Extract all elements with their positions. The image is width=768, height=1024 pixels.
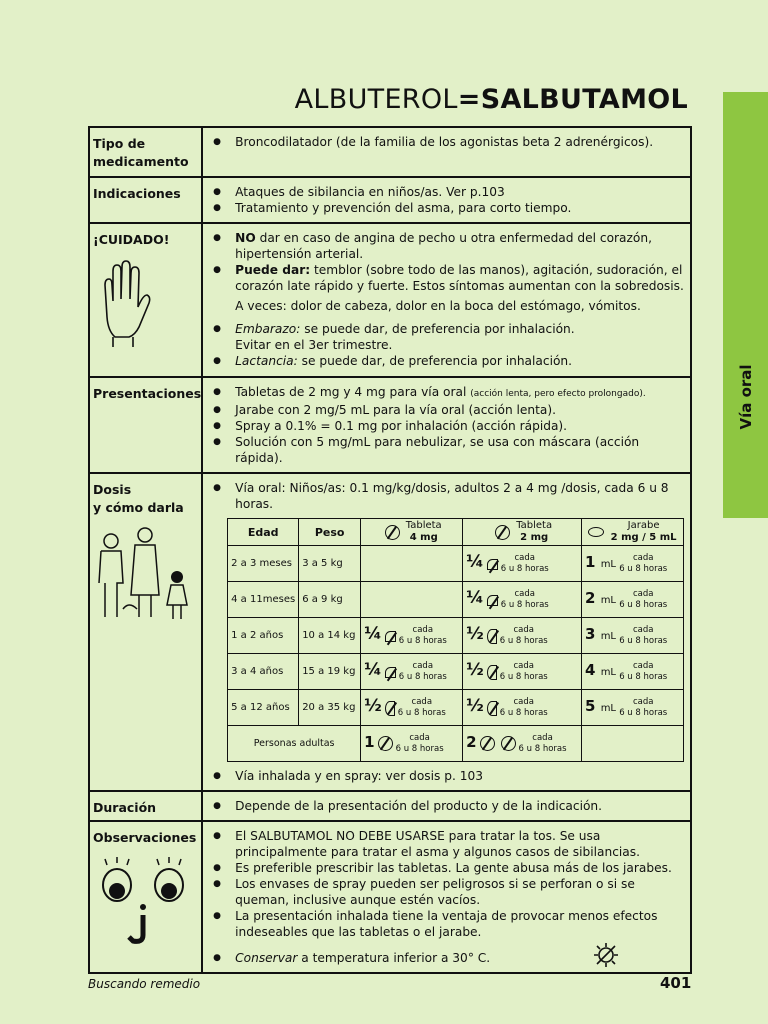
row-cuidado [89, 223, 691, 377]
cell-peso: 15 a 19 kg [299, 654, 361, 690]
row-observaciones [89, 821, 691, 973]
sun-no-heat-icon [593, 942, 619, 968]
header-tableta-4mg: Tableta 4 mg [361, 519, 463, 546]
cell-t2: ¼ cada 6 u 8 horas [463, 582, 582, 618]
cuidado-aveces: A veces: dolor de cabeza, dolor en la boca del estómago, vómitos. [235, 299, 641, 313]
cell-t2: ½ cada 6 u 8 horas [463, 690, 582, 726]
row-dosis [89, 473, 691, 791]
observaciones-item: ● El SALBUTAMOL NO DEBE USARSE para tratar la tos. Se usa principalmente para tratar el asma y algunos casos de sibilancias. [213, 828, 684, 860]
side-tab [723, 92, 768, 518]
side-tab-label: Vía oral [736, 364, 755, 430]
cell-jarabe: 2 mL cada 6 u 8 horas [582, 582, 684, 618]
label-tipo: Tipo de medicamento [89, 127, 202, 177]
dose-row [228, 690, 684, 726]
cell-peso: 3 a 5 kg [299, 546, 361, 582]
header-edad: Edad [228, 519, 299, 546]
observaciones-item: ● Los envases de spray pueden ser peligrosos si se perforan o si se queman, inclusive aunque estén vacíos. [213, 876, 684, 908]
label-indicaciones: Indicaciones [89, 177, 202, 223]
label-cuidado: ¡CUIDADO! [93, 232, 170, 247]
cuidado-lactancia-item: ● Lactancia: se puede dar, de preferencia por inhalación. [213, 353, 684, 369]
label-dosis: Dosis [93, 482, 132, 497]
header-jarabe: Jarabe 2 mg / 5 mL [582, 519, 684, 546]
cell-t4 [361, 546, 463, 582]
cell-edad: 4 a 11meses [228, 582, 299, 618]
duracion-item: ● Depende de la presentación del producto y de la indicación. [213, 798, 684, 814]
cell-peso: 20 a 35 kg [299, 690, 361, 726]
label-duracion: Duración [89, 791, 202, 821]
dose-row [228, 654, 684, 690]
cell-edad: 1 a 2 años [228, 618, 299, 654]
label-presentaciones: Presentaciones [89, 377, 202, 473]
cell-jarabe: 4 mL cada 6 u 8 horas [582, 654, 684, 690]
cell-adultos: Personas adultas [228, 726, 361, 762]
cell-t4 [361, 582, 463, 618]
page-title: ALBUTEROL=SALBUTAMOL [294, 84, 688, 115]
row-indicaciones [89, 177, 691, 223]
cell-peso: 6 a 9 kg [299, 582, 361, 618]
observaciones-item: ● Es preferible prescribir las tabletas. La gente abusa más de los jarabes. [213, 860, 684, 876]
cell-t4: ½ cada 6 u 8 horas [361, 690, 463, 726]
hand-stop-icon [93, 257, 153, 349]
cell-edad: 3 a 4 años [228, 654, 299, 690]
row-tipo [89, 127, 691, 177]
row-presentaciones [89, 377, 691, 473]
header-peso: Peso [299, 519, 361, 546]
dose-table [227, 518, 684, 762]
dose-row-adultos [228, 726, 684, 762]
presentaciones-item: ● Jarabe con 2 mg/5 mL para la vía oral (acción lenta). [213, 402, 684, 418]
row-duracion [89, 791, 691, 821]
presentaciones-item: ● Tabletas de 2 mg y 4 mg para vía oral (acción lenta, pero efecto prolongado). [213, 384, 684, 402]
cell-jarabe: 1 mL cada 6 u 8 horas [582, 546, 684, 582]
cell-edad: 5 a 12 años [228, 690, 299, 726]
tablet-icon [385, 525, 400, 540]
dose-row [228, 618, 684, 654]
observaciones-conservar: ● Conservar a temperatura inferior a 30° C. [213, 950, 684, 966]
cell-jarabe: 5 mL cada 6 u 8 horas [582, 690, 684, 726]
worried-eyes-icon [93, 855, 189, 945]
dosis-intro: ● Vía oral: Niños/as: 0.1 mg/kg/dosis, adultos 2 a 4 mg /dosis, cada 6 u 8 horas. [213, 480, 684, 512]
tipo-item: ● Broncodilatador (de la familia de los agonistas beta 2 adrenérgicos). [213, 134, 684, 150]
cell-peso: 10 a 14 kg [299, 618, 361, 654]
cell-t2: ½ cada 6 u 8 horas [463, 654, 582, 690]
dose-header-row [228, 519, 684, 546]
cell-t4: ¼ cada 6 u 8 horas [361, 618, 463, 654]
observaciones-item: ● La presentación inhalada tiene la ventaja de provocar menos efectos indeseables que las tabletas o el jarabe. [213, 908, 684, 940]
cell-t2: ½ cada 6 u 8 horas [463, 618, 582, 654]
page-number: 401 [660, 974, 692, 992]
spoon-icon [588, 527, 604, 537]
cell-jarabe [582, 726, 684, 762]
family-icon [93, 525, 193, 625]
presentaciones-item: ● Solución con 5 mg/mL para nebulizar, se usa con máscara (acción rápida). [213, 434, 684, 466]
cell-t4: ¼ cada 6 u 8 horas [361, 654, 463, 690]
dose-row [228, 582, 684, 618]
drug-info-table [88, 126, 692, 974]
label-observaciones: Observaciones [93, 830, 197, 845]
cuidado-no-item: ● NO dar en caso de angina de pecho u otra enfermedad del corazón, hipertensión arterial. [213, 230, 684, 262]
cell-t2: ¼ cada 6 u 8 horas [463, 546, 582, 582]
cell-jarabe: 3 mL cada 6 u 8 horas [582, 618, 684, 654]
footer-book-title: Buscando remedio [88, 977, 201, 991]
tablet-icon [495, 525, 510, 540]
label-dosis-sub: y cómo darla [93, 500, 184, 515]
indicaciones-item: ● Ataques de sibilancia en niños/as. Ver p.103 [213, 184, 684, 200]
cuidado-embarazo-item: ● Embarazo: se puede dar, de preferencia por inhalación. [213, 321, 684, 337]
presentaciones-item: ● Spray a 0.1% = 0.1 mg por inhalación (acción rápida). [213, 418, 684, 434]
dosis-outro: ● Vía inhalada y en spray: ver dosis p. 103 [213, 768, 684, 784]
cell-t4: 1 cada 6 u 8 horas [361, 726, 463, 762]
dose-row [228, 546, 684, 582]
header-tableta-2mg: Tableta 2 mg [463, 519, 582, 546]
cell-t2: 2 cada 6 u 8 horas [463, 726, 582, 762]
cell-edad: 2 a 3 meses [228, 546, 299, 582]
cuidado-trimestre: Evitar en el 3er trimestre. [235, 338, 393, 352]
indicaciones-item: ● Tratamiento y prevención del asma, para corto tiempo. [213, 200, 684, 216]
cuidado-efectos-item: ● Puede dar: temblor (sobre todo de las manos), agitación, sudoración, el corazón late rápido y fuerte. Estos síntomas aumentan con la sobredosis. [213, 262, 684, 294]
